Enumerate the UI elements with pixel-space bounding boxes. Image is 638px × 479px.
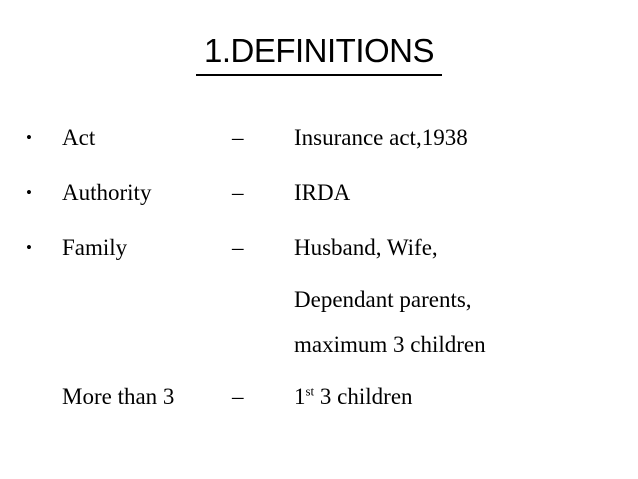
- definition-text: [294, 377, 413, 417]
- definition-row-family: [0, 228, 638, 268]
- term-label: Act: [62, 125, 96, 150]
- definition-suffix: 3 children: [314, 384, 413, 409]
- definition-text: Dependant parents,: [294, 287, 472, 312]
- bullet-icon: •: [26, 183, 32, 202]
- definition-continuation-row: [0, 280, 638, 320]
- definition-row-authority: [0, 173, 638, 213]
- definition-text: Husband, Wife,: [294, 235, 438, 260]
- dash-separator: –: [232, 180, 244, 205]
- ordinal-suffix: st: [305, 383, 315, 399]
- title-container: [0, 28, 638, 76]
- dash-separator: –: [232, 384, 244, 409]
- term-label: Family: [62, 235, 128, 260]
- bullet-icon: •: [26, 238, 32, 257]
- definition-row-act: [0, 118, 638, 158]
- definition-row-more-than-3: [0, 377, 638, 417]
- term-label: Authority: [62, 180, 152, 205]
- slide-title: 1.DEFINITIONS: [196, 28, 442, 76]
- dash-separator: –: [232, 235, 244, 260]
- term-label: More than 3: [62, 384, 175, 409]
- definition-prefix: 1: [294, 384, 306, 409]
- definition-text: maximum 3 children: [294, 332, 486, 357]
- definition-text: Insurance act,1938: [294, 125, 468, 150]
- definition-continuation-row: [0, 325, 638, 365]
- definition-text: IRDA: [294, 180, 351, 205]
- bullet-icon: •: [26, 128, 32, 147]
- dash-separator: –: [232, 125, 244, 150]
